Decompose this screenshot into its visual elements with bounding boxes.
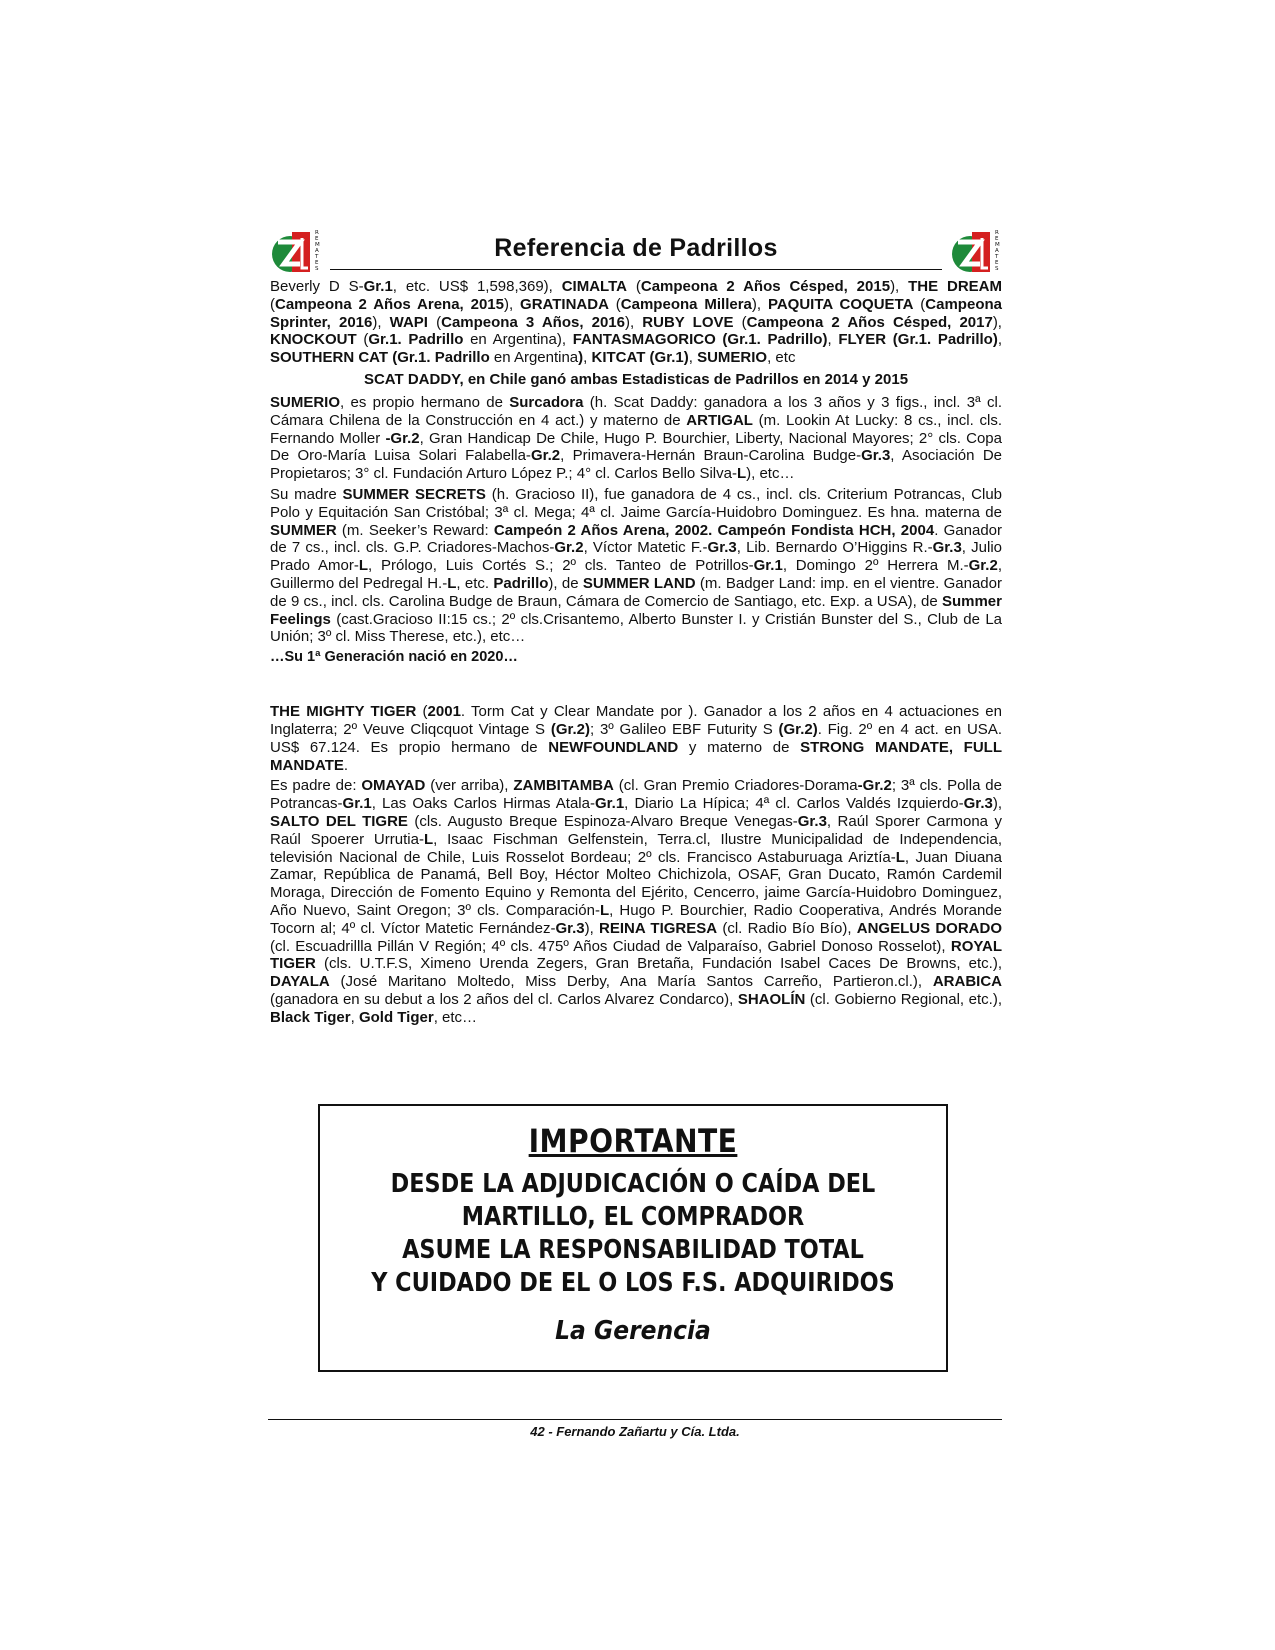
text-run: ), (584, 919, 600, 937)
text-run: . Ganador de 7 cs., incl. cls. G.P. Criadores-Machos- (270, 521, 1002, 557)
text-run: Su madre (270, 485, 343, 503)
paragraph-mighty-tiger-progeny (270, 777, 1002, 1026)
text-run: y materno de (678, 738, 801, 756)
text-run: ), (372, 313, 390, 331)
text-run: ( (427, 313, 442, 331)
bold-run: SUMMER LAND (582, 574, 696, 592)
text-run: , (583, 349, 592, 367)
text-run: ; 3º Galileo EBF Futurity S (590, 720, 779, 738)
bold-run: Campeona 2 Años Césped, 2015 (640, 278, 891, 295)
bold-run: Gold Tiger (358, 1008, 434, 1026)
page-footer: 42 - Fernando Zañartu y Cía. Ltda. (530, 1424, 740, 1439)
text-run: (cls. Augusto Breque Espinoza-Alvaro Breque Venegas- (407, 812, 798, 830)
bold-run: L (447, 574, 457, 592)
text-run: (m. Seeker’s Reward: (336, 521, 494, 539)
text-run: , Guillermo del Pedregal H.- (270, 557, 1002, 592)
bold-run: Summer Feelings (270, 592, 1002, 628)
bold-run: ROYAL TIGER (270, 937, 1002, 973)
text-run: . Fig. 2º en 4 act. en USA. US$ 67.124. Es propio hermano de (270, 720, 1002, 756)
text-run: , etc. US$ 1,598,369), (392, 278, 562, 295)
text-run: , etc… (433, 1008, 478, 1026)
bold-run: L (895, 848, 905, 866)
bold-run: Campeona 2 Años Césped, 2017 (746, 313, 993, 331)
bold-run: ZAMBITAMBA (513, 777, 614, 795)
text-run: (ganadora en su debut a los 2 años del cl. Carlos Alvarez Condarco), (270, 990, 738, 1008)
zl-remates-logo-icon (270, 228, 322, 276)
important-line: MARTILLO, EL COMPRADOR (461, 1202, 805, 1232)
bold-run: L (599, 901, 610, 919)
bold-run: THE DREAM (908, 278, 1002, 295)
bold-run: (Gr.2) (778, 720, 818, 738)
logo-text: R E M A T E S (315, 230, 320, 272)
text-run: (cl. Escuadrillla Pillán V Región; 4º cls. 475º Años Ciudad de Valparaíso, Gabriel Donoso Rosselot), (270, 937, 951, 955)
bold-run: ARTIGAL (686, 411, 753, 429)
text-run: ( (733, 313, 747, 331)
text-run: ( (626, 278, 641, 295)
text-run: en Argentina (489, 349, 579, 367)
text-run: (cl. Gobierno Regional, etc.), (805, 990, 1002, 1008)
bold-run: SALTO DEL TIGRE (270, 812, 408, 830)
bold-run: KNOCKOUT (270, 331, 357, 349)
text-run: , Julio Prado Amor- (270, 539, 1003, 575)
text-run: , Las Oaks Carlos Hirmas Atala- (371, 795, 595, 813)
header-divider (330, 269, 942, 270)
text-run: ), (992, 313, 1002, 331)
important-title: IMPORTANTE (528, 1122, 738, 1160)
bold-run: GRATINADA (520, 295, 609, 313)
text-run: (cast.Gracioso II:15 cs.; 2º cls.Crisantemo, Alberto Bunster I. y Cristián Bunster del S., Club de La Unión; 3º cl. Miss Therese, etc.), etc… (270, 610, 1002, 646)
bold-run: FANTASMAGORICO (Gr.1. Padrillo) (572, 331, 828, 349)
section-spacer (270, 665, 1002, 703)
text-run: , Isaac Fischman Gelfenstein, Terra.cl, Ilustre Municipalidad de Independencia, televisión Nacional de Chile, Luis Rosselot Bordeau; 2º cls. Francisco Astaburuaga Ariztía- (270, 830, 1002, 866)
bold-run: L (358, 557, 369, 575)
bold-run: KITCAT (Gr.1) (591, 349, 689, 367)
text-run: . Torm Cat y Clear Mandate por ). Ganador a los 2 años en 4 actuaciones en Inglaterra; 2º Veuve Cliqcquot Vintage S (270, 703, 1002, 738)
text-run: , Raúl Sporer Carmona y Raúl Spoerer Urrutia- (270, 812, 1002, 848)
text-run: , (997, 331, 1003, 349)
bold-run: Gr.2 (554, 539, 584, 557)
bold-run: 2001 (427, 703, 461, 721)
footer-divider (268, 1419, 1002, 1420)
bold-run: Gr.3 (963, 795, 993, 813)
bold-run: Campeona Millera (620, 295, 752, 313)
paragraph-scat-daddy-progeny (270, 278, 1002, 367)
text-run: (m. Badger Land: imp. en el vientre. Ganador de 9 cs., incl. cls. Carolina Budge de Braun, Cámara de Comercio de Santiago, etc. Exp. a USA), de (270, 574, 1002, 610)
bold-run: DAYALA (270, 973, 330, 991)
text-run: ), (625, 313, 643, 331)
text-run: en Argentina), (463, 331, 573, 349)
text-run: (cl. Radio Bío Bío), (717, 919, 857, 937)
bold-run: ) (578, 349, 584, 367)
bold-run: Gr.3 (555, 919, 585, 937)
text-run: Es padre de: (270, 777, 362, 795)
bold-run: L (736, 465, 747, 483)
bold-run: Black Tiger (270, 1008, 351, 1026)
bold-run: REINA TIGRESA (599, 919, 718, 937)
paragraph-the-mighty-tiger (270, 703, 1002, 774)
important-lines (320, 1168, 946, 1300)
important-notice-box (318, 1104, 948, 1372)
text-run: (h. Gracioso II), fue ganadora de 4 cs., incl. cls. Criterium Potrancas, Club Polo y Equitación San Cristóbal; 3ª cl. Mega; 4ª cl. Jaime García-Huidobro Dominguez. Es hna. materna de (270, 485, 1002, 521)
important-line: ASUME LA RESPONSABILIDAD TOTAL (402, 1235, 864, 1265)
bold-run: SOUTHERN CAT (Gr.1. Padrillo (270, 349, 490, 367)
zl-remates-logo-icon (950, 228, 1002, 276)
text-run: , Lib. Bernardo O’Higgins R.- (736, 539, 933, 557)
bold-run: Campeona 3 Años, 2016 (441, 313, 625, 331)
bold-run: SUMMER (270, 521, 337, 539)
bold-run: WAPI (389, 313, 428, 331)
bold-run: NEWFOUNDLAND (548, 738, 679, 756)
text-run: , Víctor Matetic F.- (583, 539, 708, 557)
bold-run: Gr.1 (363, 278, 393, 295)
text-run: (cl. Gran Premio Criadores-Dorama (613, 777, 858, 795)
text-run: ( (270, 295, 275, 313)
page-header (270, 228, 1002, 278)
text-run: , (350, 1008, 359, 1026)
bold-run: Gr.3 (861, 447, 891, 465)
text-run: , es propio hermano de (340, 393, 510, 411)
logo-text: R E M A T E S (995, 230, 1000, 272)
text-run: , Gran Handicap De Chile, Hugo P. Bourchier, Liberty, Nacional Mayores; 2° cls. Copa De Oro-María Luisa Solari Falabella- (270, 429, 1002, 465)
text-run: , Diario La Hípica; 4ª cl. Carlos Valdés Izquierdo- (624, 795, 964, 813)
bold-run: RUBY LOVE (642, 313, 734, 331)
text-run: ( (913, 295, 926, 313)
important-line: Y CUIDADO DE EL O LOS F.S. ADQUIRIDOS (371, 1268, 895, 1298)
bold-run: ANGELUS DORADO (856, 919, 1003, 937)
text-run: , Domingo 2º Herrera M.- (782, 557, 969, 575)
bold-run: Campeona 2 Años Arena, 2015 (275, 295, 504, 313)
text-run: , Primavera-Hernán Braun-Carolina Budge- (560, 447, 862, 465)
text-run: Beverly D S- (270, 278, 364, 295)
text-run: (h. Scat Daddy: ganadora a los 3 años y 3 figs., incl. 3ª cl. Cámara Chilena de la Construcción en 4 act.) y materno de (270, 393, 1002, 429)
bold-run: Surcadora (509, 393, 584, 411)
text-run: , etc (767, 349, 796, 367)
bold-run: OMAYAD (361, 777, 426, 795)
text-run: ), (503, 295, 521, 313)
text-run: (ver arriba), (425, 777, 514, 795)
bold-run: SUMERIO (697, 349, 768, 367)
important-signature: La Gerencia (555, 1316, 711, 1346)
bold-run: Campeona Sprinter, 2016 (270, 295, 1002, 331)
bold-run: PAQUITA COQUETA (767, 295, 914, 313)
bold-run: STRONG MANDATE, FULL MANDATE (270, 738, 1002, 774)
bold-run: Gr.1 (753, 557, 783, 575)
bold-run: Gr.2 (968, 557, 998, 575)
page-title: Referencia de Padrillos (494, 234, 778, 262)
text-run: , Asociación De Propietaros; 3° cl. Fundación Arturo López P.; 4° cl. Carlos Bello Silva- (270, 447, 1003, 483)
first-generation-line: …Su 1ª Generación nació en 2020… (270, 649, 518, 666)
text-run: ( (608, 295, 621, 313)
text-run: ), (751, 295, 768, 313)
text-run: . (343, 756, 349, 774)
bold-run: Gr.3 (707, 539, 737, 557)
bold-run: Gr.1 (342, 795, 372, 813)
text-run: ), (992, 795, 1002, 813)
text-run: , etc. (456, 574, 494, 592)
bold-run: SUMMER SECRETS (342, 485, 486, 503)
text-run: , Juan Diuana Zamar, República de Panamá, Bell Boy, Héctor Molteo Chichizola, OSAF, Gran Ducato, Ramón Cardemil Moraga, Dirección de Fomento Equino y Remonta del Ejérito, Cencerro, jaime García-Huidobro Dominguez, Año Nuevo, Saint Oregon; 3º cls. Comparación- (270, 848, 1002, 919)
text-run: ), de (548, 574, 583, 592)
text-run: (José Maritano Moltedo, Miss Derby, Ana María Santos Carreño, Partieron.cl.), (329, 973, 933, 991)
bold-run: CIMALTA (561, 278, 627, 295)
bold-run: Gr.2 (530, 447, 561, 465)
bold-run: Gr.3 (932, 539, 962, 557)
bold-run: L (423, 830, 434, 848)
bold-run: -Gr.2 (857, 777, 892, 795)
bold-run: FLYER (Gr.1. Padrillo) (838, 331, 998, 349)
bold-run: ARABICA (932, 973, 1002, 991)
bold-run: Gr.1. Padrillo (368, 331, 464, 349)
page-content (270, 228, 1002, 1029)
paragraph-summer-secrets (270, 486, 1002, 646)
text-run: ( (356, 331, 369, 349)
bold-run: Campeón 2 Años Arena, 2002. Campeón Fondista HCH, 2004 (493, 521, 935, 539)
scat-daddy-statistic-line: SCAT DADDY, en Chile ganó ambas Estadisticas de Padrillos en 2014 y 2015 (363, 370, 909, 388)
text-run: (cls. U.T.F.S, Ximeno Urenda Zegers, Gran Bretaña, Fundación Isabel Caces De Browns, etc.), (315, 955, 1002, 973)
bold-run: Gr.3 (797, 812, 827, 830)
bold-run: Padrillo (493, 574, 549, 592)
text-run: , (827, 331, 839, 349)
text-run: (m. Lookin At Lucky: 8 cs., incl. cls. Fernando Moller (270, 411, 1002, 447)
text-run: , Prólogo, Luis Cortés S.; 2º cls. Tanteo de Potrillos- (368, 557, 754, 575)
bold-run: (Gr.2) (550, 720, 591, 738)
text-run: , (688, 349, 698, 367)
text-run: ( (416, 703, 428, 721)
paragraph-sumerio (270, 394, 1002, 483)
bold-run: SUMERIO (270, 393, 341, 411)
text-run: ), (890, 278, 909, 295)
bold-run: Gr.1 (594, 795, 625, 813)
important-line: DESDE LA ADJUDICACIÓN O CAÍDA DEL (390, 1169, 876, 1199)
text-run: ; 3ª cls. Polla de Potrancas- (270, 777, 1002, 813)
bold-run: -Gr.2 (385, 429, 420, 447)
bold-run: THE MIGHTY TIGER (270, 703, 417, 721)
text-run: ), etc… (746, 465, 795, 483)
bold-run: SHAOLÍN (737, 990, 806, 1008)
text-run: , Hugo P. Bourchier, Radio Cooperativa, Andrés Morande Tocorn al; 4º cl. Víctor Matetic Fernández- (270, 901, 1002, 937)
